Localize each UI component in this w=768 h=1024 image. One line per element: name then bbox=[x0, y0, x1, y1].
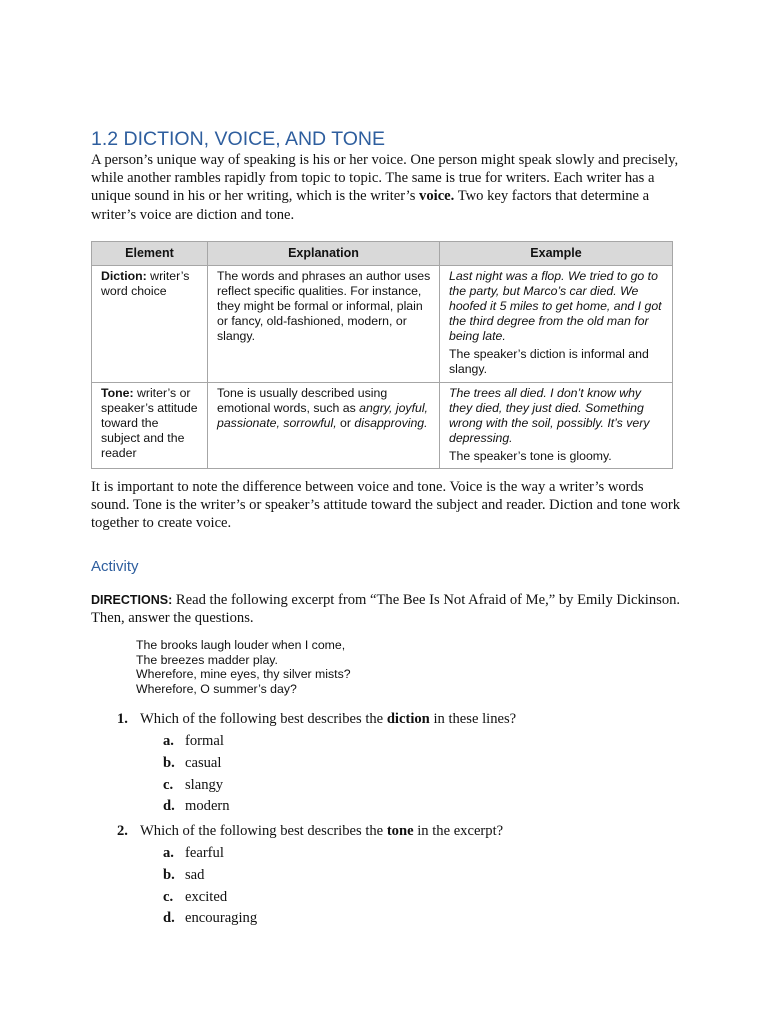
explanation-italic-words: angry, joyful, passionate, sorrowful, bbox=[217, 401, 428, 430]
header-example: Example bbox=[440, 242, 673, 266]
poem-excerpt bbox=[136, 638, 351, 697]
option-letter: c. bbox=[163, 888, 174, 905]
question-number: 1. bbox=[117, 711, 128, 727]
example-note: The speaker’s diction is informal and slangy. bbox=[449, 347, 649, 376]
option-text: modern bbox=[185, 798, 230, 815]
option-letter: c. bbox=[163, 776, 174, 793]
cell-element-diction bbox=[92, 266, 208, 383]
explanation-text: The words and phrases an author uses reflect specific qualities. For instance, they might be formal or informal, plain or fancy, old-fashioned, modern, or slangy. bbox=[217, 269, 431, 343]
poem-line: Wherefore, O summer’s day? bbox=[136, 682, 297, 697]
intro-text: A person’s unique way of speaking is his or her voice. One person might speak slowly and precisely, while another rambles rapidly from topic to topic. The same is true for writers. Each writer has a unique sound in his or her writing, which is the writer’s bbox=[91, 152, 679, 205]
cell-explanation-diction bbox=[208, 266, 440, 383]
option-text: formal bbox=[185, 733, 224, 749]
element-label: Diction: bbox=[101, 269, 147, 283]
intro-bold-voice: voice. bbox=[419, 188, 455, 205]
answer-option[interactable] bbox=[163, 754, 230, 776]
option-text: fearful bbox=[185, 845, 224, 861]
explanation-text: Tone is usually described using emotional words, such as bbox=[217, 386, 388, 415]
answer-option[interactable] bbox=[163, 797, 230, 819]
poem-line: The brooks laugh louder when I come, bbox=[136, 638, 346, 652]
question-keyword: diction bbox=[386, 711, 430, 727]
voice-tone-paragraph: It is important to note the difference between voice and tone. Voice is the way a writer’s words sound. Tone is the writer’s or speaker’s attitude toward the subject and reader. Diction and tone work together to create voice. bbox=[91, 479, 681, 532]
question-1-options bbox=[163, 732, 230, 819]
option-letter: a. bbox=[163, 733, 174, 749]
explanation-or: or bbox=[336, 416, 355, 430]
directions-paragraph bbox=[91, 591, 681, 627]
example-excerpt: The trees all died. I don’t know why they died, they just died. Something wrong with the soil, possibly. It’s very depressing. bbox=[449, 386, 650, 445]
intro-tail: Two key factors that determine a writer’s voice are diction and tone. bbox=[91, 188, 650, 223]
header-element: Element bbox=[92, 242, 208, 266]
question-text: Which of the following best describes the bbox=[140, 711, 387, 727]
question-1 bbox=[117, 710, 516, 728]
header-explanation: Explanation bbox=[208, 242, 440, 266]
question-2 bbox=[117, 822, 503, 840]
option-letter: b. bbox=[163, 754, 175, 771]
answer-option[interactable] bbox=[163, 776, 230, 798]
cell-example-diction bbox=[440, 266, 673, 383]
option-letter: d. bbox=[163, 910, 175, 927]
activity-heading: Activity bbox=[91, 558, 139, 575]
option-letter: b. bbox=[163, 866, 175, 883]
answer-option[interactable] bbox=[163, 909, 257, 931]
option-text: sad bbox=[185, 866, 205, 883]
example-note: The speaker’s tone is gloomy. bbox=[449, 449, 612, 463]
option-text: encouraging bbox=[185, 910, 258, 927]
table-row-diction bbox=[92, 266, 673, 383]
answer-option[interactable] bbox=[163, 888, 257, 910]
option-text: casual bbox=[185, 754, 222, 771]
question-keyword: tone bbox=[386, 823, 414, 839]
directions-label: DIRECTIONS: bbox=[91, 593, 173, 607]
option-letter: a. bbox=[163, 845, 174, 861]
answer-option[interactable] bbox=[163, 844, 257, 866]
poem-line: The breezes madder play. bbox=[136, 652, 278, 667]
element-label: Tone: bbox=[101, 386, 134, 400]
cell-element-tone bbox=[92, 383, 208, 469]
option-letter: d. bbox=[163, 798, 175, 815]
directions-text: Read the following excerpt from “The Bee Is Not Afraid of Me,” by Emily Dickinson. Then, answer the questions. bbox=[91, 592, 681, 627]
table-header-row bbox=[92, 242, 673, 266]
question-number: 2. bbox=[117, 823, 128, 839]
example-excerpt: Last night was a flop. We tried to go to the party, but Marco’s car died. We hoofed it 5 miles to get home, and I got the third degree from the old man for being late. bbox=[449, 269, 662, 343]
question-2-options bbox=[163, 844, 257, 931]
cell-example-tone bbox=[440, 383, 673, 469]
table-row-tone bbox=[92, 383, 673, 469]
page-title: 1.2 DICTION, VOICE, AND TONE bbox=[91, 128, 386, 150]
option-text: slangy bbox=[185, 776, 224, 793]
intro-paragraph bbox=[91, 151, 681, 224]
option-text: excited bbox=[185, 888, 228, 905]
diction-tone-table bbox=[91, 241, 673, 469]
element-desc: writer’s word choice bbox=[101, 269, 190, 298]
question-text-end: in the excerpt? bbox=[413, 823, 504, 839]
cell-explanation-tone bbox=[208, 383, 440, 469]
poem-line: Wherefore, mine eyes, thy silver mists? bbox=[136, 667, 351, 682]
element-desc: writer’s or speaker’s attitude toward the subject and the reader bbox=[101, 386, 198, 460]
question-text: Which of the following best describes the bbox=[140, 823, 387, 839]
answer-option[interactable] bbox=[163, 732, 230, 754]
answer-option[interactable] bbox=[163, 866, 257, 888]
explanation-italic-last: disapproving. bbox=[354, 416, 428, 430]
question-text-end: in these lines? bbox=[429, 711, 517, 727]
